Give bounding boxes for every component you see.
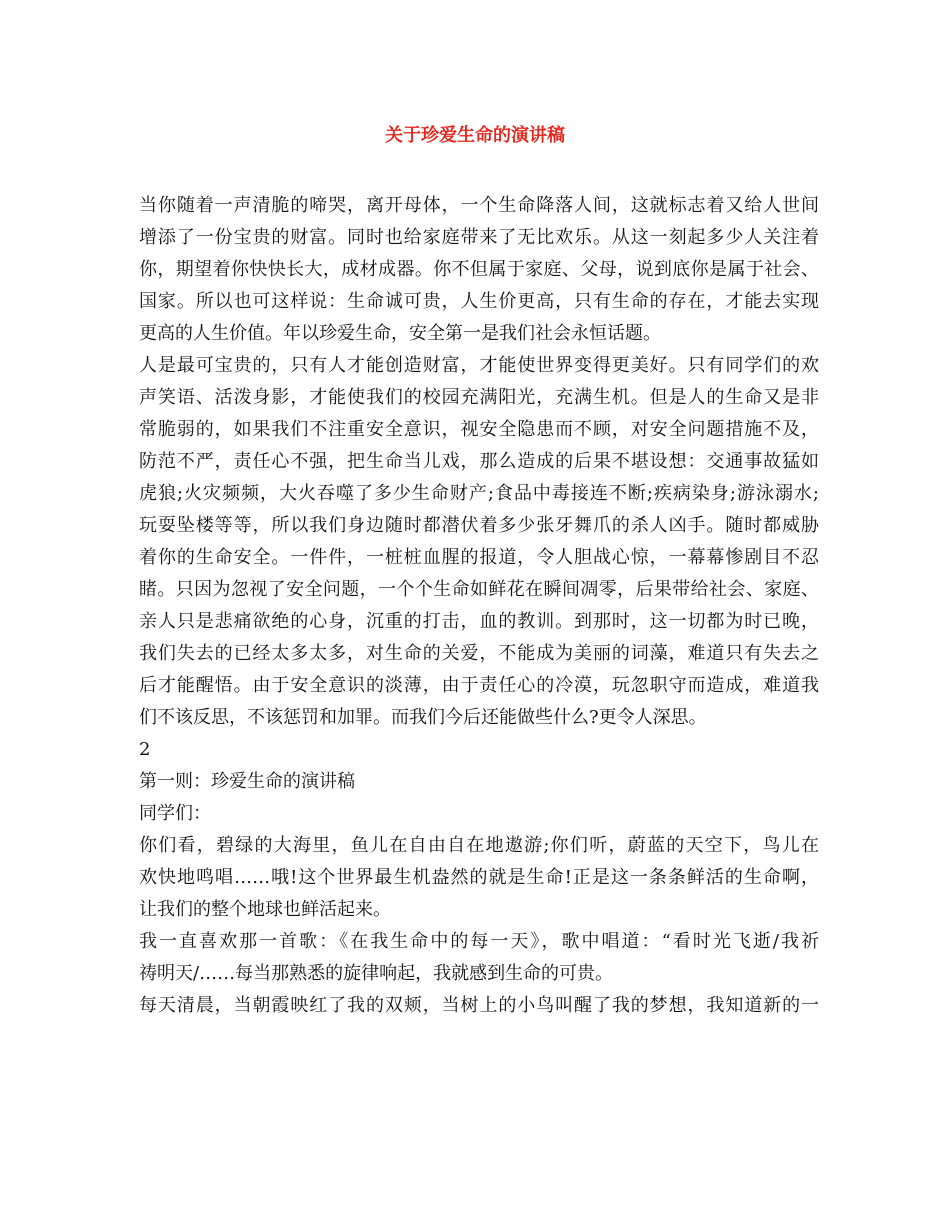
body-line: 虎狼;火灾频频，大火吞噬了多少生命财产;食品中毒接连不断;疾病染身;游泳溺水; [139, 483, 819, 504]
document-title: 关于珍爱生命的演讲稿 [385, 125, 565, 146]
body-line: 们不该反思，不该惩罚和加罪。而我们今后还能做些什么?更令人深思。 [139, 707, 707, 728]
body-line: 后才能醒悟。由于安全意识的淡薄，由于责任心的冷漠，玩忽职守而造成，难道我 [139, 675, 819, 696]
body-line: 声笑语、活泼身影，才能使我们的校园充满阳光，充满生机。但是人的生命又是非 [139, 387, 819, 408]
body-line: 睹。只因为忽视了安全问题，一个个生命如鲜花在瞬间凋零，后果带给社会、家庭、 [139, 579, 819, 600]
body-line: 让我们的整个地球也鲜活起来。 [139, 899, 391, 920]
body-line: 我一直喜欢那一首歌：《在我生命中的每一天》，歌中唱道：“看时光飞逝/我祈 [139, 931, 819, 952]
body-line: 更高的人生价值。年以珍爱生命，安全第一是我们社会永恒话题。 [139, 323, 661, 344]
body-line: 国家。所以也可这样说：生命诚可贵，人生价更高，只有生命的存在，才能去实现 [139, 291, 819, 312]
body-line: 人是最可宝贵的，只有人才能创造财富，才能使世界变得更美好。只有同学们的欢 [139, 355, 819, 376]
page-number: 2 [139, 739, 151, 760]
body-line: 你们看，碧绿的大海里，鱼儿在自由自在地遨游;你们听，蔚蓝的天空下，鸟儿在 [139, 835, 819, 856]
body-line: 欢快地鸣唱……哦!这个世界最生机盎然的就是生命!正是这一条条鲜活的生命啊， [139, 867, 819, 888]
body-line: 当你随着一声清脆的啼哭，离开母体，一个生命降落人间，这就标志着又给人世间 [139, 195, 819, 216]
body-line: 玩耍坠楼等等，所以我们身边随时都潜伏着多少张牙舞爪的杀人凶手。随时都威胁 [139, 515, 819, 536]
section-heading: 第一则：珍爱生命的演讲稿 [139, 771, 355, 792]
body-line: 你，期望着你快快长大，成材成器。你不但属于家庭、父母，说到底你是属于社会、 [139, 259, 819, 280]
body-line: 着你的生命安全。一件件，一桩桩血腥的报道，令人胆战心惊，一幕幕惨剧目不忍 [139, 547, 819, 568]
body-line: 我们失去的已经太多太多，对生命的关爱，不能成为美丽的词藻，难道只有失去之 [139, 643, 819, 664]
body-line: 防范不严，责任心不强，把生命当儿戏，那么造成的后果不堪设想：交通事故猛如 [139, 451, 819, 472]
body-line: 亲人只是悲痛欲绝的心身，沉重的打击，血的教训。到那时，这一切都为时已晚， [139, 611, 819, 632]
body-line: 增添了一份宝贵的财富。同时也给家庭带来了无比欢乐。从这一刻起多少人关注着 [139, 227, 819, 248]
body-line: 常脆弱的，如果我们不注重安全意识，视安全隐患而不顾，对安全问题措施不及， [139, 419, 819, 440]
document-body [139, 190, 819, 1022]
body-line: 祷明天/……每当那熟悉的旋律响起，我就感到生命的可贵。 [139, 963, 614, 984]
body-line: 每天清晨，当朝霞映红了我的双颊，当树上的小鸟叫醒了我的梦想，我知道新的一 [139, 995, 819, 1016]
salutation: 同学们： [139, 803, 211, 824]
